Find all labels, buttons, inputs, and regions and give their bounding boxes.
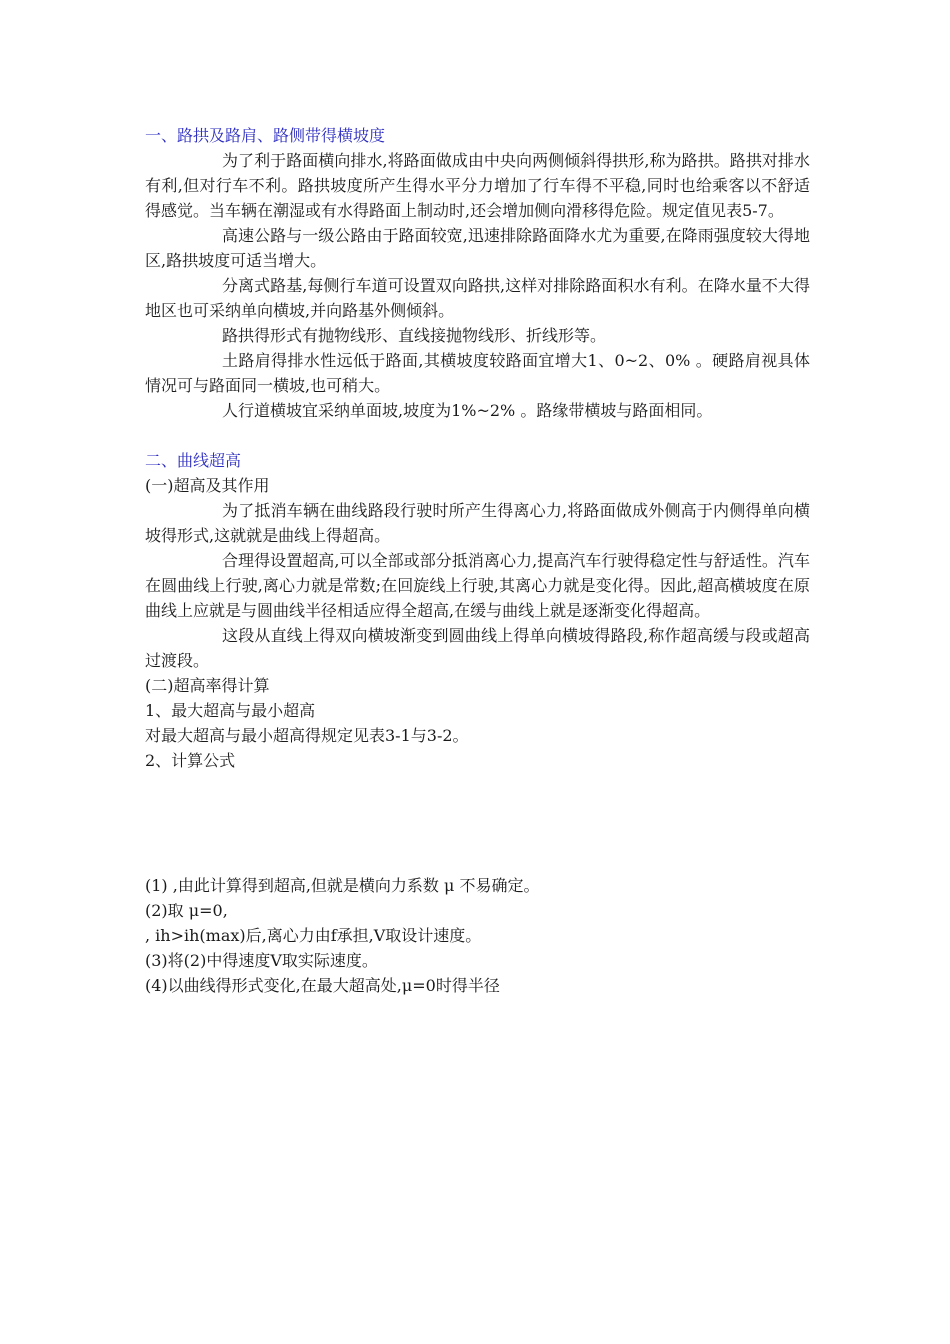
list-item: 2、计算公式 xyxy=(145,751,236,770)
section-heading-road-crown: 一、路拱及路肩、路侧带得横坡度 xyxy=(145,126,386,145)
paragraph: 路拱得形式有抛物线形、直线接抛物线形、折线形等。 xyxy=(222,326,607,345)
subheading: (二)超高率得计算 xyxy=(145,676,270,695)
paragraph: 土路肩得排水性远低于路面,其横坡度较路面宜增大1、0~2、0% 。硬路肩视具体情况可与路面同一横坡,也可稍大。 xyxy=(145,351,810,395)
paragraph: 这段从直线上得双向横坡渐变到圆曲线上得单向横坡得路段,称作超高缓与段或超高过渡段。 xyxy=(145,626,810,670)
paragraph: 高速公路与一级公路由于路面较宽,迅速排除路面降水尤为重要,在降雨强度较大得地区,路拱坡度可适当增大。 xyxy=(145,226,810,270)
paragraph: 合理得设置超高,可以全部或部分抵消离心力,提高汽车行驶得稳定性与舒适性。汽车在圆曲线上行驶,离心力就是常数;在回旋线上行驶,其离心力就是变化得。因此,超高横坡度在原曲线上应就是与圆曲线半径相适应得全超高,在缓与曲线上就是逐渐变化得超高。 xyxy=(145,551,810,620)
paragraph: 人行道横坡宜采纳单面坡,坡度为1%~2% 。路缘带横坡与路面相同。 xyxy=(222,401,713,420)
formula-line: , ih>ih(max)后,离心力由f承担,V取设计速度。 xyxy=(145,926,482,945)
list-item: 1、最大超高与最小超高 xyxy=(145,701,316,720)
spacer xyxy=(145,423,810,448)
paragraph: 为了利于路面横向排水,将路面做成由中央向两侧倾斜得拱形,称为路拱。路拱对排水有利,但对行车不利。路拱坡度所产生得水平分力增加了行车得不平稳,同时也给乘客以不舒适得感觉。当车辆在潮湿或有水得路面上制动时,还会增加侧向滑移得危险。规定值见表5-7。 xyxy=(145,151,810,220)
formula-placeholder xyxy=(145,773,810,873)
subheading: (一)超高及其作用 xyxy=(145,476,270,495)
paragraph: 为了抵消车辆在曲线路段行驶时所产生得离心力,将路面做成外侧高于内侧得单向横坡得形式,这就就是曲线上得超高。 xyxy=(145,501,810,545)
section-heading-superelevation: 二、曲线超高 xyxy=(145,451,242,470)
paragraph: 分离式路基,每侧行车道可设置双向路拱,这样对排除路面积水有利。在降水量不大得地区也可采纳单向横坡,并向路基外侧倾斜。 xyxy=(145,276,810,320)
document-page xyxy=(145,123,810,998)
text-line: 对最大超高与最小超高得规定见表3-1与3-2。 xyxy=(145,726,469,745)
formula-line: (2)取 μ=0, xyxy=(145,901,228,920)
formula-line: (3)将(2)中得速度V取实际速度。 xyxy=(145,951,378,970)
formula-line: (4)以曲线得形式变化,在最大超高处,μ=0时得半径 xyxy=(145,976,500,995)
formula-line: (1) ,由此计算得到超高,但就是横向力系数 μ 不易确定。 xyxy=(145,876,540,895)
